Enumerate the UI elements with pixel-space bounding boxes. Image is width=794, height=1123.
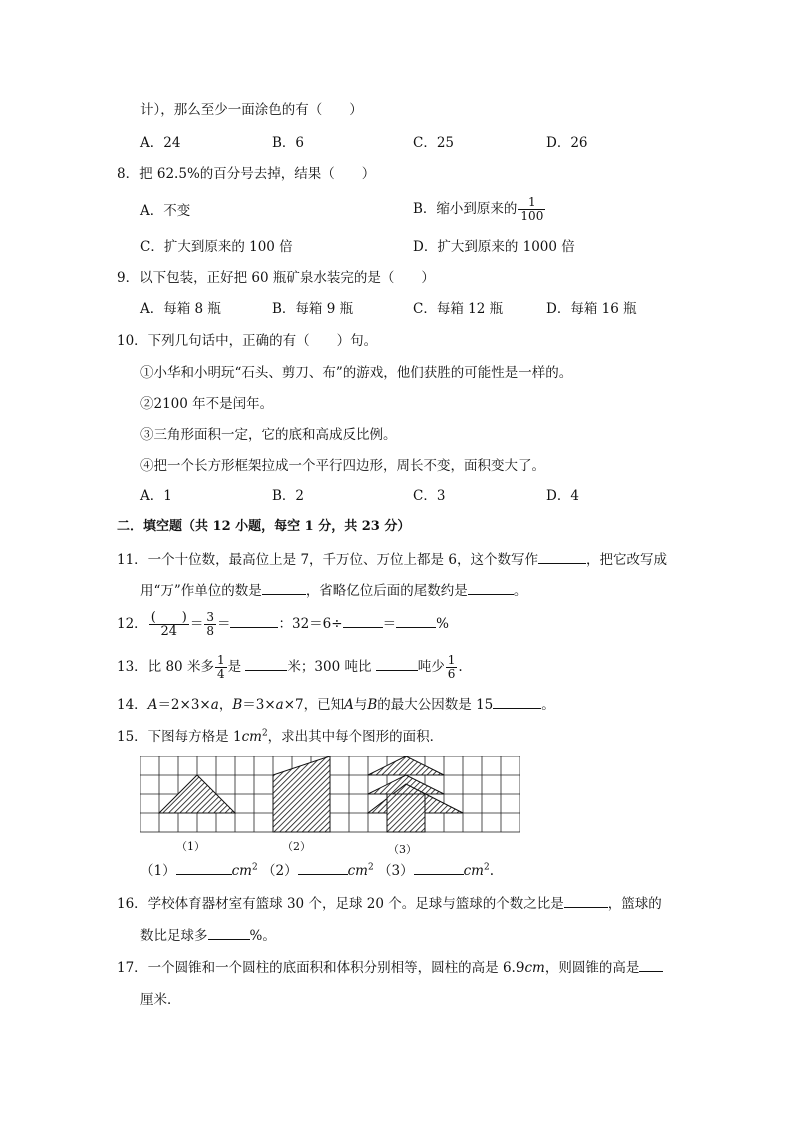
q13-fraction-2-num: 1 xyxy=(447,653,456,667)
q8-fraction-num: 1 xyxy=(518,196,545,210)
q13-fraction-1 xyxy=(215,654,227,681)
q13-text-e: . xyxy=(458,659,463,675)
q15-blank-2[interactable] xyxy=(298,860,348,875)
q10-option-b: B．2 xyxy=(272,488,305,504)
q15-grid-figure xyxy=(140,756,520,840)
q16-blank-1[interactable] xyxy=(564,893,608,908)
q13-text-a: 13．比 80 米多 xyxy=(117,659,214,675)
q8-option-d: D．扩大到原来的 1000 倍 xyxy=(413,239,575,255)
q9-option-c: C．每箱 12 瓶 xyxy=(413,301,504,317)
q15-answer-tail: . xyxy=(489,863,494,879)
q15-figure-2-label: （2） xyxy=(282,840,311,853)
q13-fraction-1-num: 1 xyxy=(216,653,225,667)
q16-blank-2[interactable] xyxy=(208,925,250,940)
q14-number: 14． xyxy=(117,697,148,713)
q10-statement-4: ④把一个长方形框架拉成一个平行四边形，周长不变，面积变大了。 xyxy=(140,458,545,474)
q14-text-6: 的最大公因数是 15 xyxy=(377,697,494,713)
q7-stem-tail: 计），那么至少一面涂色的有（ ） xyxy=(140,102,363,118)
q13-blank-1[interactable] xyxy=(245,656,287,671)
q10-statement-2: ②2100 年不是闰年。 xyxy=(140,396,274,412)
q16-text-b: ，篮球的 xyxy=(607,896,662,912)
q15-answer-sup-1: 2 xyxy=(251,862,258,873)
q15-figure-1-label: （1） xyxy=(176,840,205,853)
q14-blank[interactable] xyxy=(493,694,541,709)
q14-text-4: ×7，已知 xyxy=(283,697,345,713)
q14-text-2: ， xyxy=(218,697,233,713)
q13-text-c: 米；300 吨比 xyxy=(287,659,376,675)
q10-stem: 10．下列几句话中，正确的有（ ）句。 xyxy=(117,333,378,349)
q17-line-1 xyxy=(117,957,663,978)
q17-unit: cm xyxy=(524,960,545,976)
q11-blank-1[interactable] xyxy=(538,549,586,564)
q14-text-1: ＝2×3× xyxy=(157,697,211,713)
q11-text-e: 。 xyxy=(513,583,528,599)
q15-unit-sup: 2 xyxy=(261,728,268,739)
q10-statement-3: ③三角形面积一定，它的底和高成反比例。 xyxy=(140,427,397,443)
q13-fraction-2 xyxy=(446,654,458,681)
q10-option-d: D．4 xyxy=(546,488,579,504)
q14-var-a: A xyxy=(147,697,158,713)
q15-answer-label-2: （2） xyxy=(262,863,298,879)
q8-fraction-den: 100 xyxy=(520,209,544,223)
q17-text-a: 17．一个圆锥和一个圆柱的底面积和体积分别相等，圆柱的高是 6.9 xyxy=(117,960,525,976)
q15-answer-sup-2: 2 xyxy=(367,862,374,873)
section-2-title: 二．填空题（共 12 小题，每空 1 分，共 23 分） xyxy=(117,519,411,534)
q11-text-b: ，把它改写成 xyxy=(585,552,667,568)
q9-stem: 9．以下包装，正好把 60 瓶矿泉水装完的是（ ） xyxy=(117,270,435,286)
q16-line-2 xyxy=(140,925,276,946)
q10-statement-1: ①小华和小明玩“石头、剪刀、布”的游戏，他们获胜的可能性是一样的。 xyxy=(140,365,573,381)
q12-number: 12． xyxy=(117,616,148,632)
q14-text-5: 与 xyxy=(353,697,368,713)
q8-stem: 8．把 62.5%的百分号去掉，结果（ ） xyxy=(117,166,376,182)
q15-answer-label-1: （1） xyxy=(140,863,176,879)
q12-line xyxy=(117,610,449,638)
q14-var-b-2: B xyxy=(367,697,378,713)
q7-option-a: A．24 xyxy=(140,135,181,151)
q15-answer-sup-3: 2 xyxy=(483,862,490,873)
q15-answers xyxy=(140,860,494,881)
q11-text-d: ，省略亿位后面的尾数约是 xyxy=(305,583,468,599)
q15-blank-3[interactable] xyxy=(414,860,464,875)
q15-answer-label-3: （3） xyxy=(378,863,414,879)
q15-answer-unit-2: cm xyxy=(347,863,368,879)
q16-line-1 xyxy=(117,893,662,914)
q15-text-b: ，求出其中每个图形的面积． xyxy=(267,729,444,745)
q8-option-a: A．不变 xyxy=(140,203,191,219)
q11-line-1 xyxy=(117,549,667,570)
q13-fraction-2-den: 6 xyxy=(447,667,456,681)
q11-blank-3[interactable] xyxy=(468,580,514,595)
q7-option-d: D．26 xyxy=(546,135,588,151)
q12-fraction-1-num: ( ) xyxy=(150,610,187,625)
q15-figure-2-trapezoid xyxy=(273,756,330,832)
q12-eq-2: ＝ xyxy=(216,616,231,632)
q13-blank-2[interactable] xyxy=(376,656,418,671)
q12-fraction-1 xyxy=(149,611,189,638)
q16-text-d: %。 xyxy=(249,928,276,944)
q15-answer-unit-1: cm xyxy=(231,863,252,879)
q12-eq-3: ＝ xyxy=(382,616,397,632)
q14-text-3: ＝3× xyxy=(242,697,276,713)
q12-fraction-1-den: 24 xyxy=(160,624,178,639)
q14-text-7: 。 xyxy=(541,697,555,713)
q14-var-a-2: A xyxy=(344,697,354,713)
q12-blank-3[interactable] xyxy=(396,613,436,628)
q9-option-d: D．每箱 16 瓶 xyxy=(546,301,637,317)
q15-stem xyxy=(117,727,443,747)
q12-fraction-2 xyxy=(204,611,216,638)
q17-text-b: ，则圆锥的高是 xyxy=(544,960,640,976)
q15-answer-unit-3: cm xyxy=(463,863,484,879)
q14-var-small-a: a xyxy=(210,697,219,713)
q12-eq-1: ＝ xyxy=(189,616,204,632)
q10-option-a: A．1 xyxy=(140,488,172,504)
q8-option-b xyxy=(413,196,546,223)
q14-var-b: B xyxy=(232,697,243,713)
q11-blank-2[interactable] xyxy=(262,580,306,595)
q13-text-b: 是 xyxy=(227,659,246,675)
q17-blank[interactable] xyxy=(639,957,663,972)
q13-text-d: 吨少 xyxy=(417,659,445,675)
q14-line xyxy=(117,694,555,715)
q15-figure-3-label: （3） xyxy=(388,843,417,856)
q12-fraction-2-den: 8 xyxy=(206,624,214,638)
q7-option-b: B．6 xyxy=(272,135,305,151)
q9-option-b: B．每箱 9 瓶 xyxy=(272,301,354,317)
q8-option-c: C．扩大到原来的 100 倍 xyxy=(140,239,293,255)
q13-fraction-1-den: 4 xyxy=(216,667,225,681)
q13-line xyxy=(117,653,463,681)
q11-line-2 xyxy=(140,580,527,601)
q12-percent: % xyxy=(436,616,449,632)
q8-fraction xyxy=(518,196,545,223)
q16-text-c: 数比足球多 xyxy=(140,928,208,944)
q9-option-a: A．每箱 8 瓶 xyxy=(140,301,221,317)
q15-grid-svg xyxy=(140,756,520,836)
q17-line-2: 厘米． xyxy=(140,992,181,1008)
q7-option-c: C．25 xyxy=(413,135,455,151)
q12-blank-1[interactable] xyxy=(230,613,278,628)
q15-text-a: 15．下图每方格是 1 xyxy=(117,729,242,745)
q15-blank-1[interactable] xyxy=(176,860,232,875)
q8-option-b-text: B．缩小到原来的 xyxy=(413,201,518,217)
q11-text-a: 11．一个十位数，最高位上是 7，千万位、万位上都是 6，这个数写作 xyxy=(117,552,538,568)
q12-text-colon: ：32＝6÷ xyxy=(278,616,343,632)
q12-blank-2[interactable] xyxy=(343,613,383,628)
q15-unit: cm xyxy=(241,729,262,745)
q12-fraction-2-num: 3 xyxy=(206,610,214,624)
q14-var-small-a-2: a xyxy=(275,697,284,713)
q16-text-a: 16．学校体育器材室有篮球 30 个，足球 20 个。足球与篮球的个数之比是 xyxy=(117,896,564,912)
q10-option-c: C．3 xyxy=(413,488,446,504)
q11-text-c: 用“万”作单位的数是 xyxy=(140,583,262,599)
